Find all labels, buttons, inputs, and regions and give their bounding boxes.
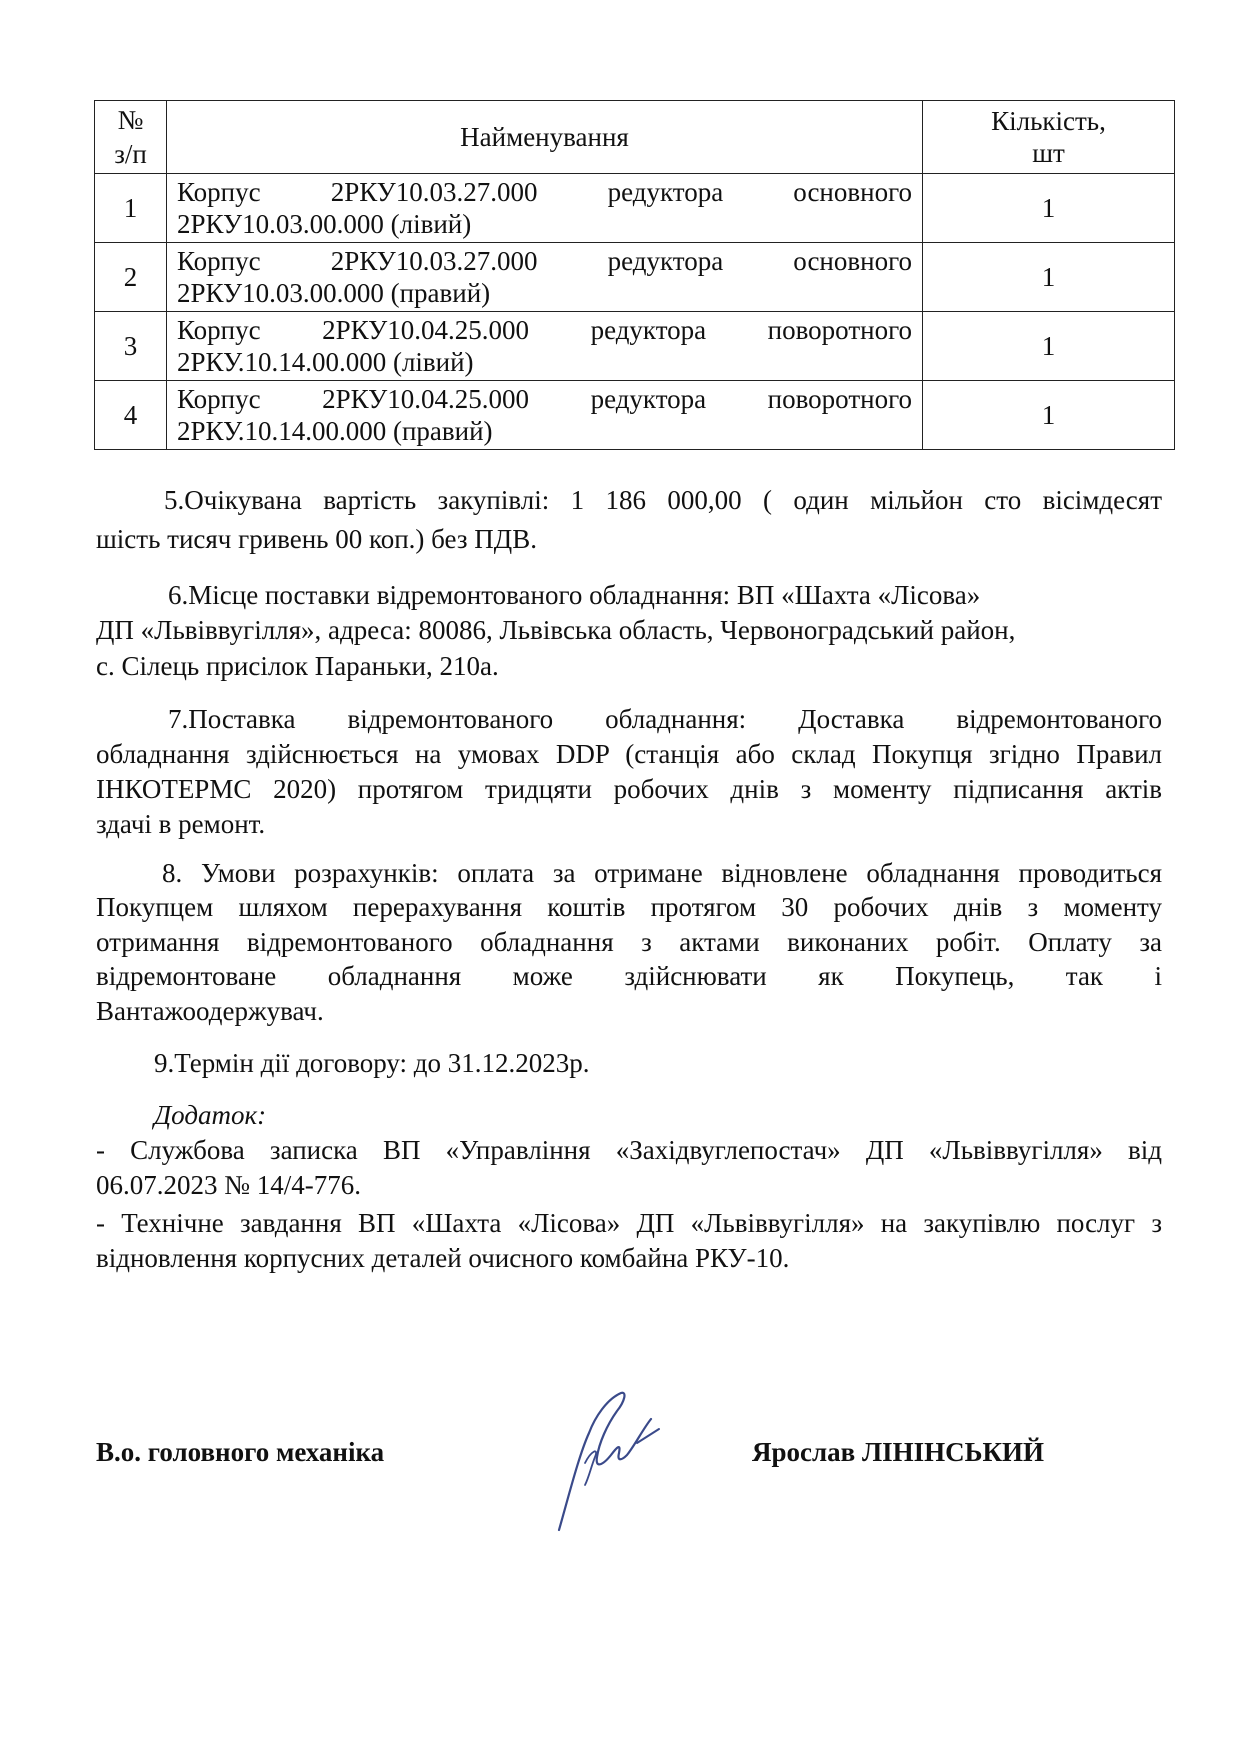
row-number: 2	[95, 243, 167, 312]
appendix-item2-line1: - Технічне завдання ВП «Шахта «Лісова» ДП «Львіввугілля» на закупівлю послуг з	[96, 1208, 1162, 1238]
row-quantity: 1	[923, 243, 1175, 312]
header-quantity: Кількість, шт	[923, 101, 1175, 174]
clause-5-line1: 5.Очікувана вартість закупівлі: 1 186 000,00 ( один мільйон сто вісімдесят	[164, 485, 1162, 515]
clause-9: 9.Термін дії договору: до 31.12.2023р.	[154, 1048, 590, 1078]
clause-8-line3: отримання відремонтованого обладнання з актами виконаних робіт. Оплату за	[96, 927, 1162, 957]
clause-8-line2: Покупцем шляхом перерахування коштів протягом 30 робочих днів з моменту	[96, 892, 1162, 922]
clause-8-line1: 8. Умови розрахунків: оплата за отримане відновлене обладнання проводиться	[162, 858, 1162, 888]
table-row	[95, 174, 1175, 243]
appendix-title: Додаток:	[154, 1100, 267, 1130]
clause-7-line3: ІНКОТЕРМС 2020) протягом тридцяти робочих днів з моменту підписання актів	[96, 774, 1162, 804]
row-name: Корпус 2РКУ10.03.27.000 редуктора основного 2РКУ10.03.00.000 (правий)	[167, 243, 923, 312]
header-number: № з/п	[95, 101, 167, 174]
clause-7-line2: обладнання здійснюється на умовах DDP (станція або склад Покупця згідно Правил	[96, 739, 1162, 769]
signatory-position: В.о. головного механіка	[96, 1437, 385, 1467]
clause-8-line4: відремонтоване обладнання може здійснювати як Покупець, так і	[96, 961, 1162, 991]
row-quantity: 1	[923, 381, 1175, 450]
clause-7-line4: здачі в ремонт.	[96, 809, 266, 839]
items-table	[94, 100, 1175, 450]
clause-5-line2: шість тисяч гривень 00 коп.) без ПДВ.	[96, 524, 537, 554]
table-header-row	[95, 101, 1175, 174]
clause-6-line2: ДП «Львіввугілля», адреса: 80086, Львівська область, Червоноградський район,	[96, 615, 1016, 645]
row-number: 1	[95, 174, 167, 243]
row-name: Корпус 2РКУ10.04.25.000 редуктора поворотного 2РКУ.10.14.00.000 (лівий)	[167, 312, 923, 381]
appendix-item1-line1: - Службова записка ВП «Управління «Західвуглепостач» ДП «Львіввугілля» від	[96, 1135, 1162, 1165]
row-name: Корпус 2РКУ10.03.27.000 редуктора основного 2РКУ10.03.00.000 (лівий)	[167, 174, 923, 243]
clause-6-line3: с. Сілець присілок Параньки, 210а.	[96, 651, 499, 681]
clause-7-line1: 7.Поставка відремонтованого обладнання: Доставка відремонтованого	[168, 704, 1162, 734]
appendix-item1-line2: 06.07.2023 № 14/4-776.	[96, 1170, 362, 1200]
row-quantity: 1	[923, 312, 1175, 381]
signatory-name: Ярослав ЛІНІНСЬКИЙ	[752, 1437, 1045, 1467]
appendix-item2-line2: відновлення корпусних деталей очисного комбайна РКУ-10.	[96, 1243, 790, 1273]
row-quantity: 1	[923, 174, 1175, 243]
table-row	[95, 381, 1175, 450]
row-number: 4	[95, 381, 167, 450]
row-number: 3	[95, 312, 167, 381]
signature-image	[555, 1385, 675, 1535]
row-name: Корпус 2РКУ10.04.25.000 редуктора поворотного 2РКУ.10.14.00.000 (правий)	[167, 381, 923, 450]
clause-6-line1: 6.Місце поставки відремонтованого обладнання: ВП «Шахта «Лісова»	[168, 580, 981, 610]
clause-8-line5: Вантажоодержувач.	[96, 996, 324, 1026]
table-row	[95, 312, 1175, 381]
header-name: Найменування	[167, 101, 923, 174]
table-row	[95, 243, 1175, 312]
